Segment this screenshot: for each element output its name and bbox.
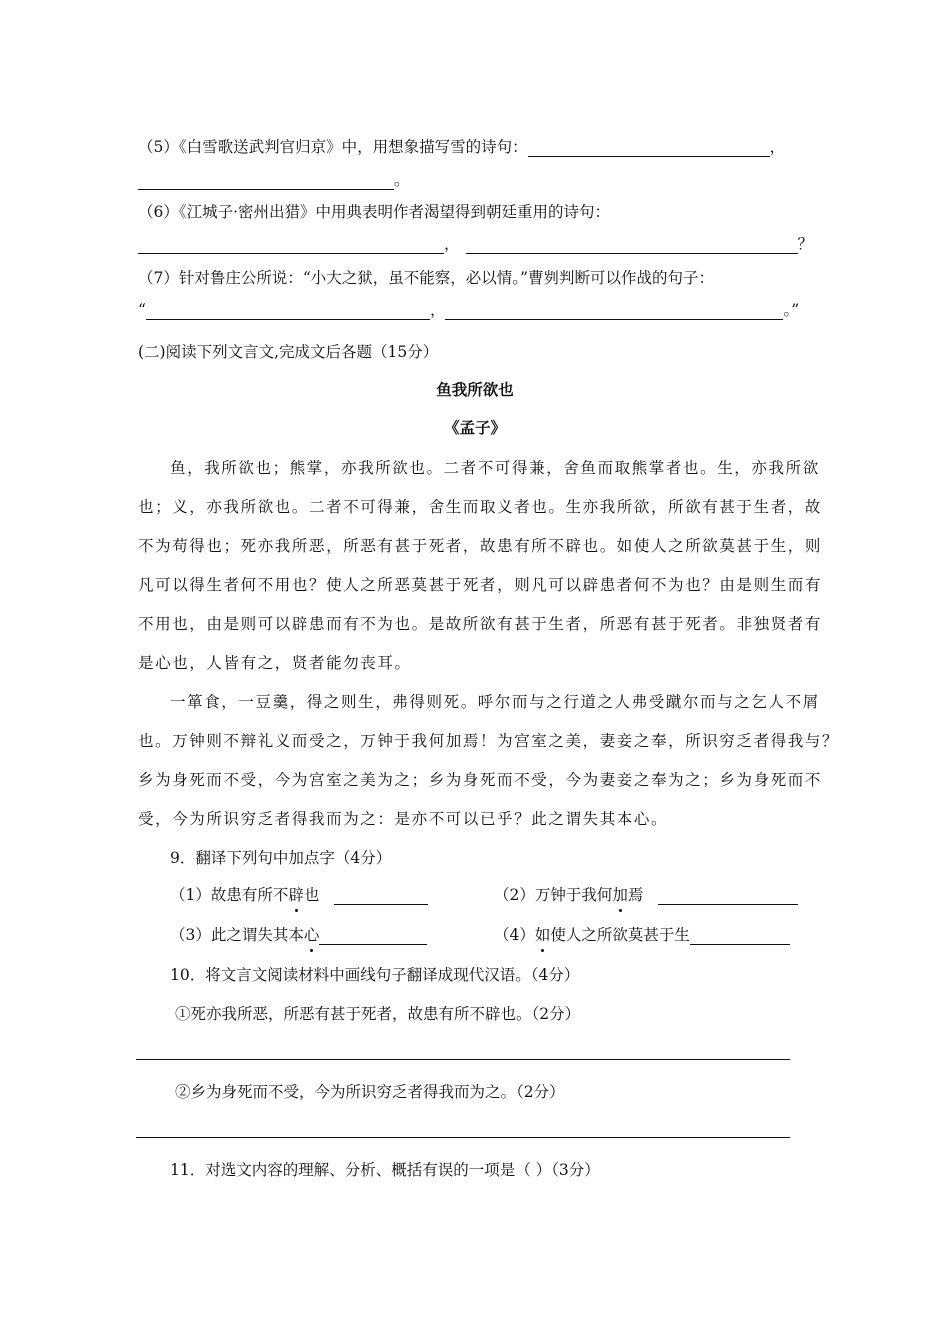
- q9-item-3-blank[interactable]: [319, 928, 427, 945]
- q9-item-2-pre: （2）万钟于我何: [494, 886, 613, 904]
- q9-stem: 9．翻译下列句中加点字（4分）: [170, 849, 392, 867]
- passage-line: 不为苟得也；死亦我所恶，所恶有甚于死者，故患有所不辟也。如使人之所欲莫甚于生，则: [138, 537, 823, 555]
- passage-line: 也。万钟则不辩礼义而受之，万钟于我何加焉！为宫室之美，妻妾之奉，所识穷乏者得我与？: [138, 732, 840, 750]
- q9-item-4-dotted-char: 如: [534, 926, 551, 944]
- q6-comma: ，: [444, 235, 460, 253]
- passage-line: 凡可以得生者何不用也？使人之所恶莫甚于死者，则凡可以辟患者何不为也？由是则生而有: [138, 576, 823, 594]
- q9-item-4-blank[interactable]: [690, 928, 790, 945]
- q9-item-1-pre: （1）故患有所不: [170, 886, 289, 904]
- q5-line-2: [138, 170, 410, 190]
- q9-item-2-dotted-char: 加: [612, 886, 628, 904]
- passage-line: 鱼，我所欲也；熊掌，亦我所欲也。二者不可得兼，舍鱼而取熊掌者也。生，亦我所欲: [170, 459, 820, 477]
- q9-item-4-pre: （4）: [494, 926, 535, 944]
- q7-line: [138, 268, 714, 288]
- q5-blank-2[interactable]: [138, 173, 394, 190]
- passage-line: 不用也，由是则可以辟患而有不为也。是故所欲有甚于生者，所恶有甚于死者。非独贤者有: [138, 615, 823, 633]
- q9-item-2-post: 焉: [627, 886, 644, 904]
- passage-line: 一箪食，一豆羹，得之则生，弗得则死。呼尔而与之行道之人弗受蹴尔而与之乞人不屑: [170, 693, 820, 711]
- q9-item-3-pre: （3）此之谓失其本: [170, 926, 304, 944]
- q7-blank-1[interactable]: [146, 303, 430, 320]
- q10-stem: 10．将文言文阅读材料中画线句子翻译成现代汉语。（4分）: [170, 966, 580, 984]
- passage-line: 乡为身死而不受，今为宫室之美为之；乡为身死而不受，今为妻妾之奉为之；乡为身死而不: [138, 771, 823, 789]
- q7-comma: ，: [429, 301, 446, 319]
- passage-line: 也；义，亦我所欲也。二者不可得兼，舍生而取义者也。生亦我所欲，所欲有甚于生者，故: [138, 498, 823, 516]
- passage-author: 《孟子》: [443, 418, 506, 437]
- q5-comma: ，: [769, 138, 786, 156]
- q9-item-3-dotted-char: 心: [303, 926, 320, 944]
- q6-line-2: [138, 234, 813, 254]
- q9-item-1-post: 也: [303, 886, 320, 904]
- q11-stem: 11．对选文内容的理解、分析、概括有误的一项是（ ）（3分）: [170, 1161, 600, 1179]
- q9-item-4: [494, 925, 790, 945]
- q9-item-1-blank[interactable]: [334, 888, 428, 905]
- q7-text: （7）针对鲁庄公所说：“小大之狱，虽不能察，必以情。”曹刿判断可以作战的句子：: [138, 269, 714, 287]
- q10-sentence-2: ②乡为身死而不受，今为所识穷乏者得我而为之。（2分）: [175, 1083, 565, 1101]
- q5-text: （5）《白雪歌送武判官归京》中，用想象描写雪的诗句：: [138, 138, 528, 156]
- q6-text: （6）《江城子·密州出猎》中用典表明作者渴望得到朝廷重用的诗句：: [138, 203, 611, 221]
- q6-blank-1[interactable]: [138, 237, 444, 254]
- passage-title: 鱼我所欲也: [436, 380, 514, 399]
- q9-item-2-blank[interactable]: [658, 888, 798, 905]
- q7-end: 。”: [783, 301, 800, 319]
- q6-blank-2[interactable]: [466, 237, 798, 254]
- q7-open-quote: “: [138, 301, 146, 319]
- q9-item-3: [170, 925, 427, 945]
- q6-line: [138, 202, 610, 222]
- q5-end: 。: [394, 171, 410, 189]
- q7-line-2: [138, 300, 799, 320]
- passage-line: 受，今为所识穷乏者得我而为之：是亦不可以已乎？此之谓失其本心。: [138, 810, 669, 828]
- passage-line: 是心也，人皆有之，贤者能勿丧耳。: [138, 654, 412, 672]
- q10-answer-line-2[interactable]: [136, 1137, 790, 1138]
- section2-heading: (二)阅读下列文言文,完成文后各题（15分）: [138, 343, 439, 361]
- q5-line: [138, 137, 785, 157]
- q9-item-2: [494, 885, 798, 905]
- q9-item-1-dotted-char: 辟: [288, 886, 304, 904]
- q6-end: ？: [797, 235, 814, 253]
- q10-answer-line-1[interactable]: [136, 1059, 790, 1060]
- q5-blank-1[interactable]: [528, 140, 770, 157]
- q9-item-4-post: 使人之所欲莫甚于生: [550, 926, 690, 944]
- q10-sentence-1: ①死亦我所恶，所恶有甚于死者，故患有所不辟也。（2分）: [175, 1005, 581, 1023]
- q7-blank-2[interactable]: [445, 303, 783, 320]
- q9-item-1: [170, 885, 428, 905]
